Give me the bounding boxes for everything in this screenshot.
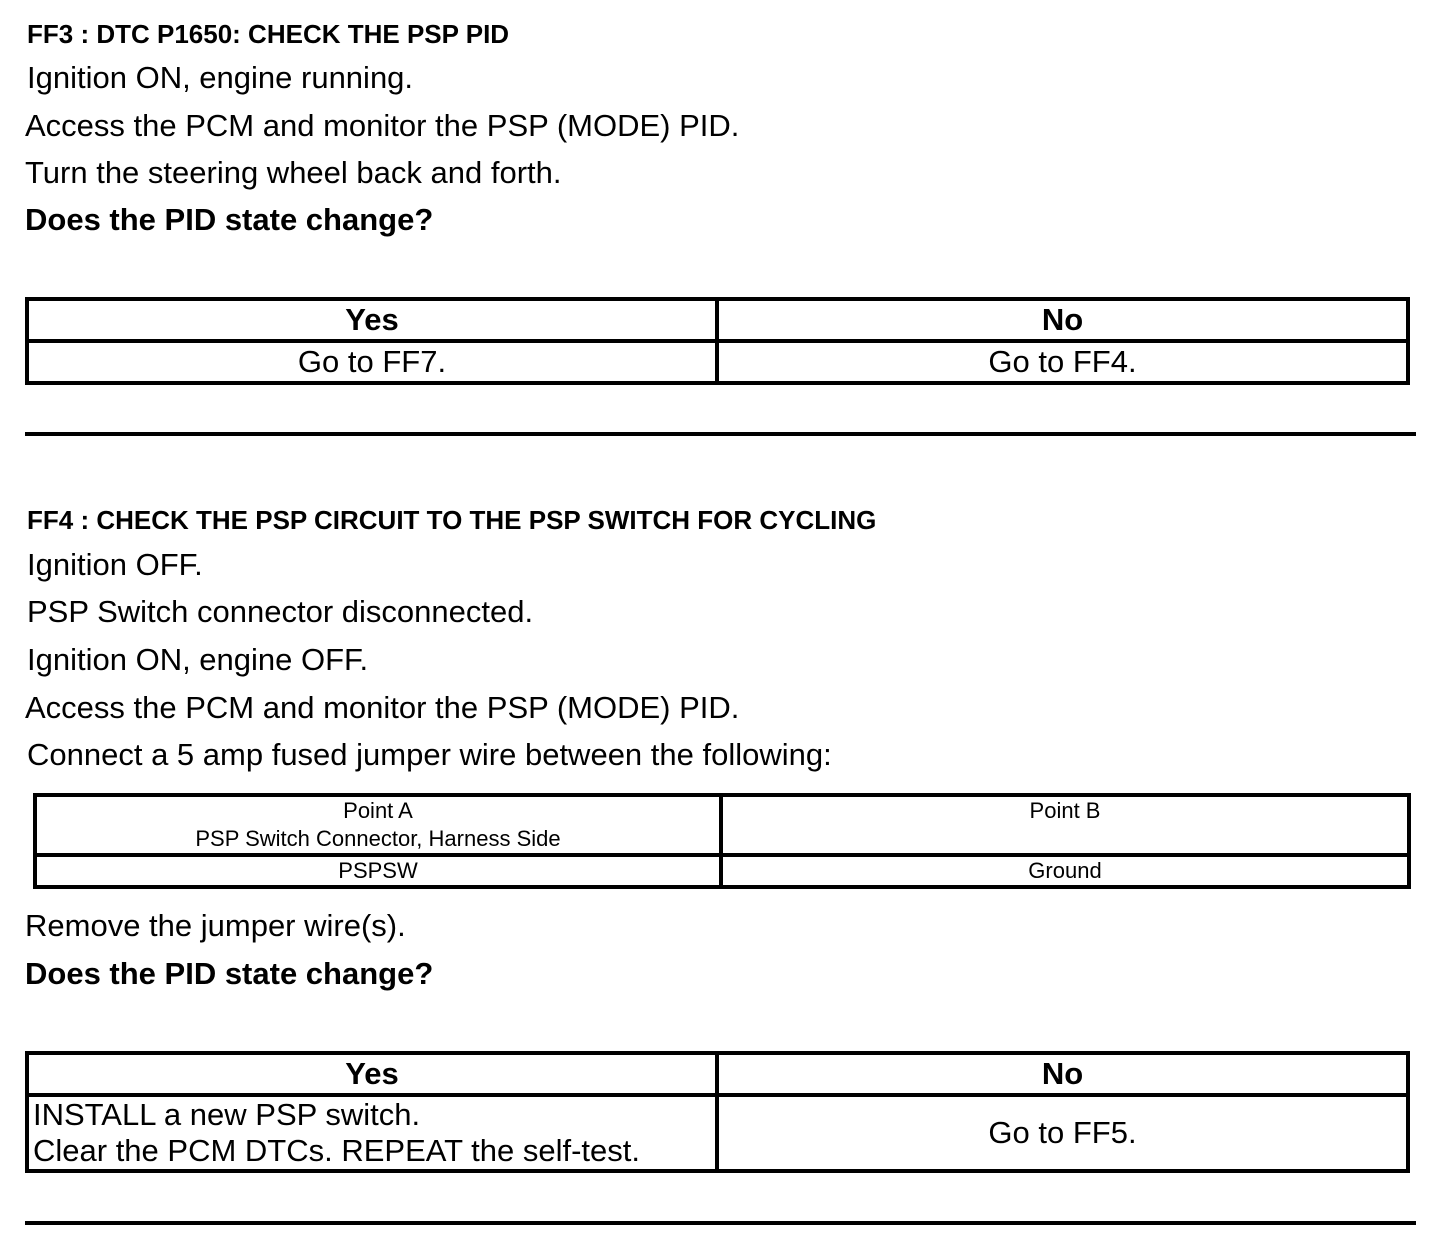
ff4-step-4: Access the PCM and monitor the PSP (MODE) PID.	[25, 690, 740, 725]
ff4-yes-action-cell	[27, 1095, 717, 1171]
ff4-points-table	[33, 793, 1411, 889]
ff4-no-header: No	[717, 1053, 1408, 1095]
ff4-step-1: Ignition OFF.	[27, 547, 203, 582]
section-divider-1	[25, 432, 1416, 436]
ff4-step-2: PSP Switch connector disconnected.	[27, 594, 534, 629]
ff3-heading: FF3 : DTC P1650: CHECK THE PSP PID	[27, 19, 510, 49]
ff4-after-line: Remove the jumper wire(s).	[25, 908, 406, 943]
ff4-yes-action-line1: INSTALL a new PSP switch.	[33, 1097, 421, 1132]
ff3-yes-header: Yes	[27, 299, 717, 341]
ff4-result-table	[25, 1051, 1410, 1173]
ff3-question: Does the PID state change?	[25, 202, 434, 237]
point-a-header: Point A	[343, 798, 413, 823]
ff4-step-3: Ignition ON, engine OFF.	[27, 642, 369, 677]
section-divider-2	[25, 1221, 1416, 1225]
ff3-no-header: No	[717, 299, 1408, 341]
ff4-yes-action-line2: Clear the PCM DTCs. REPEAT the self-test.	[33, 1133, 640, 1168]
ff3-no-action: Go to FF4.	[717, 341, 1408, 383]
ff4-step-5: Connect a 5 amp fused jumper wire between the following:	[27, 737, 832, 772]
ff3-yes-action: Go to FF7.	[27, 341, 717, 383]
ff3-step-3: Turn the steering wheel back and forth.	[25, 155, 562, 190]
ff3-step-1: Ignition ON, engine running.	[27, 60, 414, 95]
point-a-header-cell	[35, 795, 721, 855]
ff3-step-2: Access the PCM and monitor the PSP (MODE) PID.	[25, 108, 740, 143]
point-b-header: Point B	[721, 795, 1409, 855]
point-b-value: Ground	[721, 855, 1409, 887]
point-a-subheader: PSP Switch Connector, Harness Side	[195, 826, 561, 851]
ff4-question: Does the PID state change?	[25, 956, 434, 991]
ff3-result-table	[25, 297, 1410, 385]
ff4-yes-header: Yes	[27, 1053, 717, 1095]
point-a-value: PSPSW	[35, 855, 721, 887]
ff4-no-action: Go to FF5.	[717, 1095, 1408, 1171]
ff4-heading: FF4 : CHECK THE PSP CIRCUIT TO THE PSP SWITCH FOR CYCLING	[27, 505, 877, 535]
